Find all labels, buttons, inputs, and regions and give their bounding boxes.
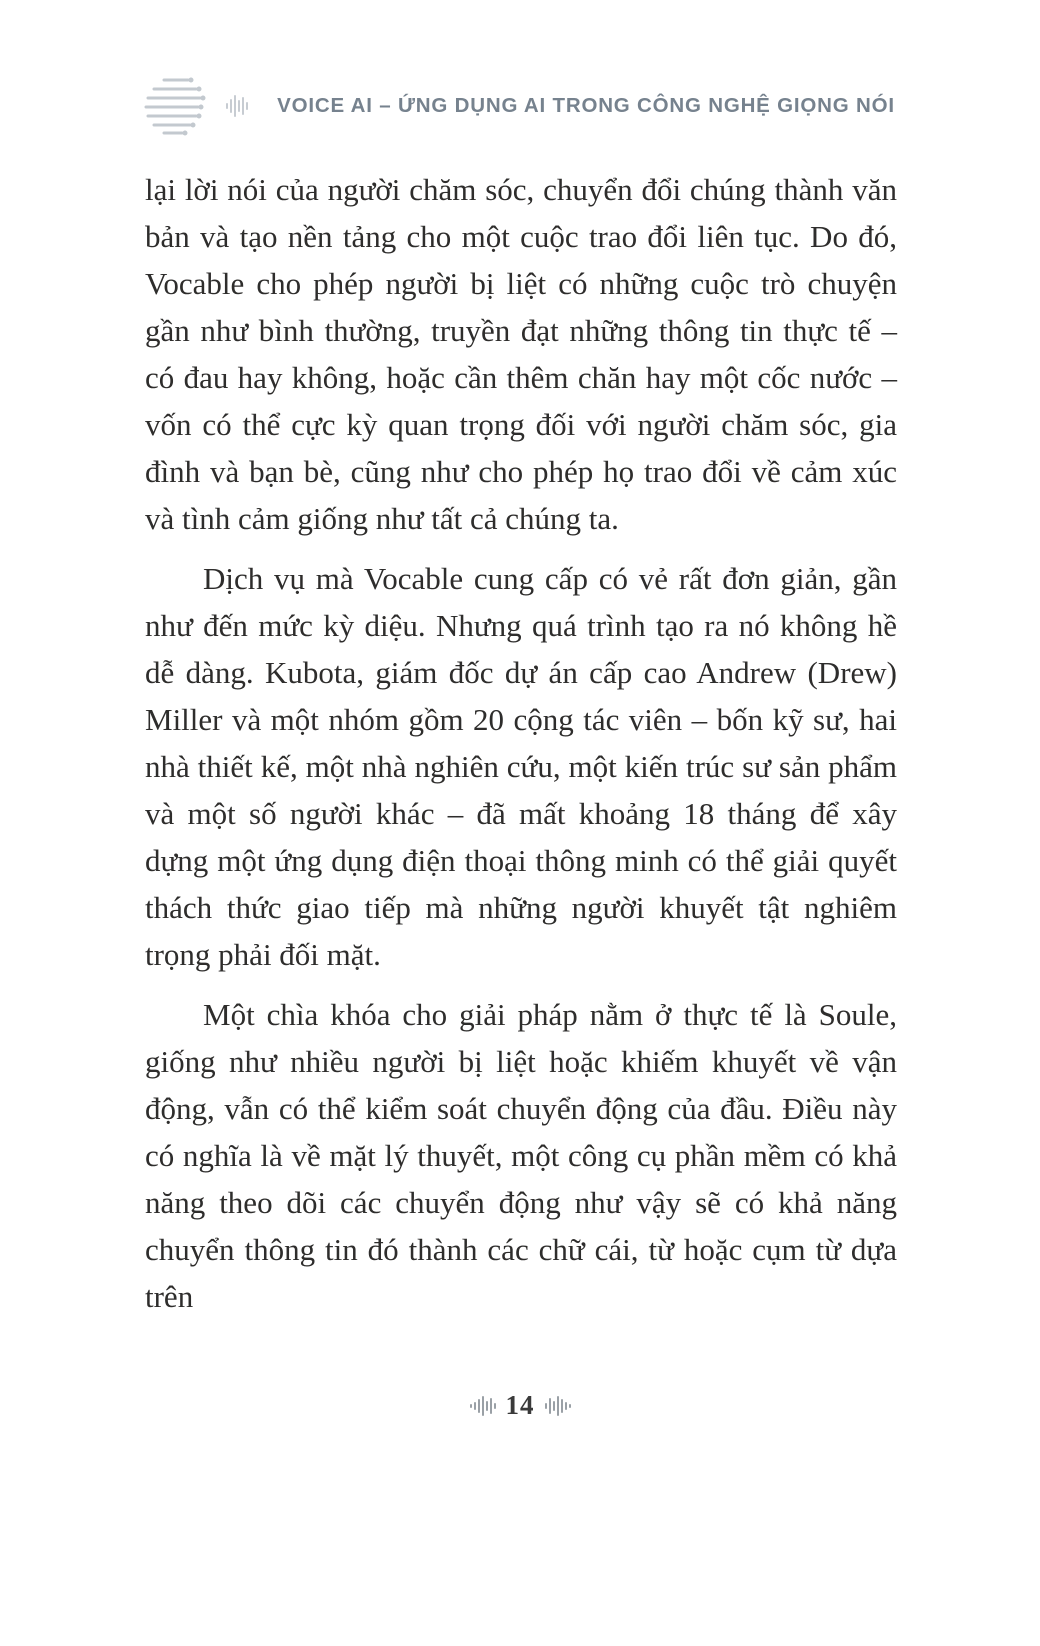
paragraph: lại lời nói của người chăm sóc, chuyển đổi chúng thành văn bản và tạo nền tảng cho một cuộc trao đổi liên tục. Do đó, Vocable cho phép người bị liệt có những cuộc trò chuyện gần như bình thường, truyền đạt những thông tin thực tế – có đau hay không, hoặc cần thêm chăn hay một cốc nước – vốn có thể cực kỳ quan trọng đối với người chăm sóc, gia đình và bạn bè, cũng như cho phép họ trao đổi về cảm xúc và tình cảm giống như tất cả chúng ta. <box>145 172 897 536</box>
head-circuit-logo <box>138 72 222 140</box>
page-header <box>138 72 910 140</box>
soundwave-right-icon <box>545 1396 571 1416</box>
page-number: 14 <box>505 1390 535 1420</box>
soundwave-left-icon <box>470 1396 496 1416</box>
paragraph: Một chìa khóa cho giải pháp nằm ở thực tế là Soule, giống như nhiều người bị liệt hoặc khiếm khuyết về vận động, vẫn có thể kiểm soát chuyển động của đầu. Điều này có nghĩa là về mặt lý thuyết, một công cụ phần mềm có khả năng theo dõi các chuyển động như vậy sẽ có khả năng chuyển thông tin đó thành các chữ cái, từ hoặc cụm từ dựa trên <box>145 997 897 1314</box>
head-circuit-logo-svg <box>138 72 222 140</box>
paragraph: Dịch vụ mà Vocable cung cấp có vẻ rất đơn giản, gần như đến mức kỳ diệu. Nhưng quá trình tạo ra nó không hề dễ dàng. Kubota, giám đốc dự án cấp cao Andrew (Drew) Miller và một nhóm gồm 20 cộng tác viên – bốn kỹ sư, hai nhà thiết kế, một nhà nghiên cứu, một kiến trúc sư sản phẩm và một số người khác – đã mất khoảng 18 tháng để xây dựng một ứng dụng điện thoại thông minh có thể giải quyết thách thức giao tiếp mà những người khuyết tật nghiêm trọng phải đối mặt. <box>145 561 897 972</box>
page-footer <box>0 1390 1040 1421</box>
page-header-title: VOICE AI – ỨNG DỤNG AI TRONG CÔNG NGHỆ GIỌNG NÓI <box>277 94 895 117</box>
soundwave-icon <box>226 95 248 117</box>
body-text <box>145 166 897 1333</box>
